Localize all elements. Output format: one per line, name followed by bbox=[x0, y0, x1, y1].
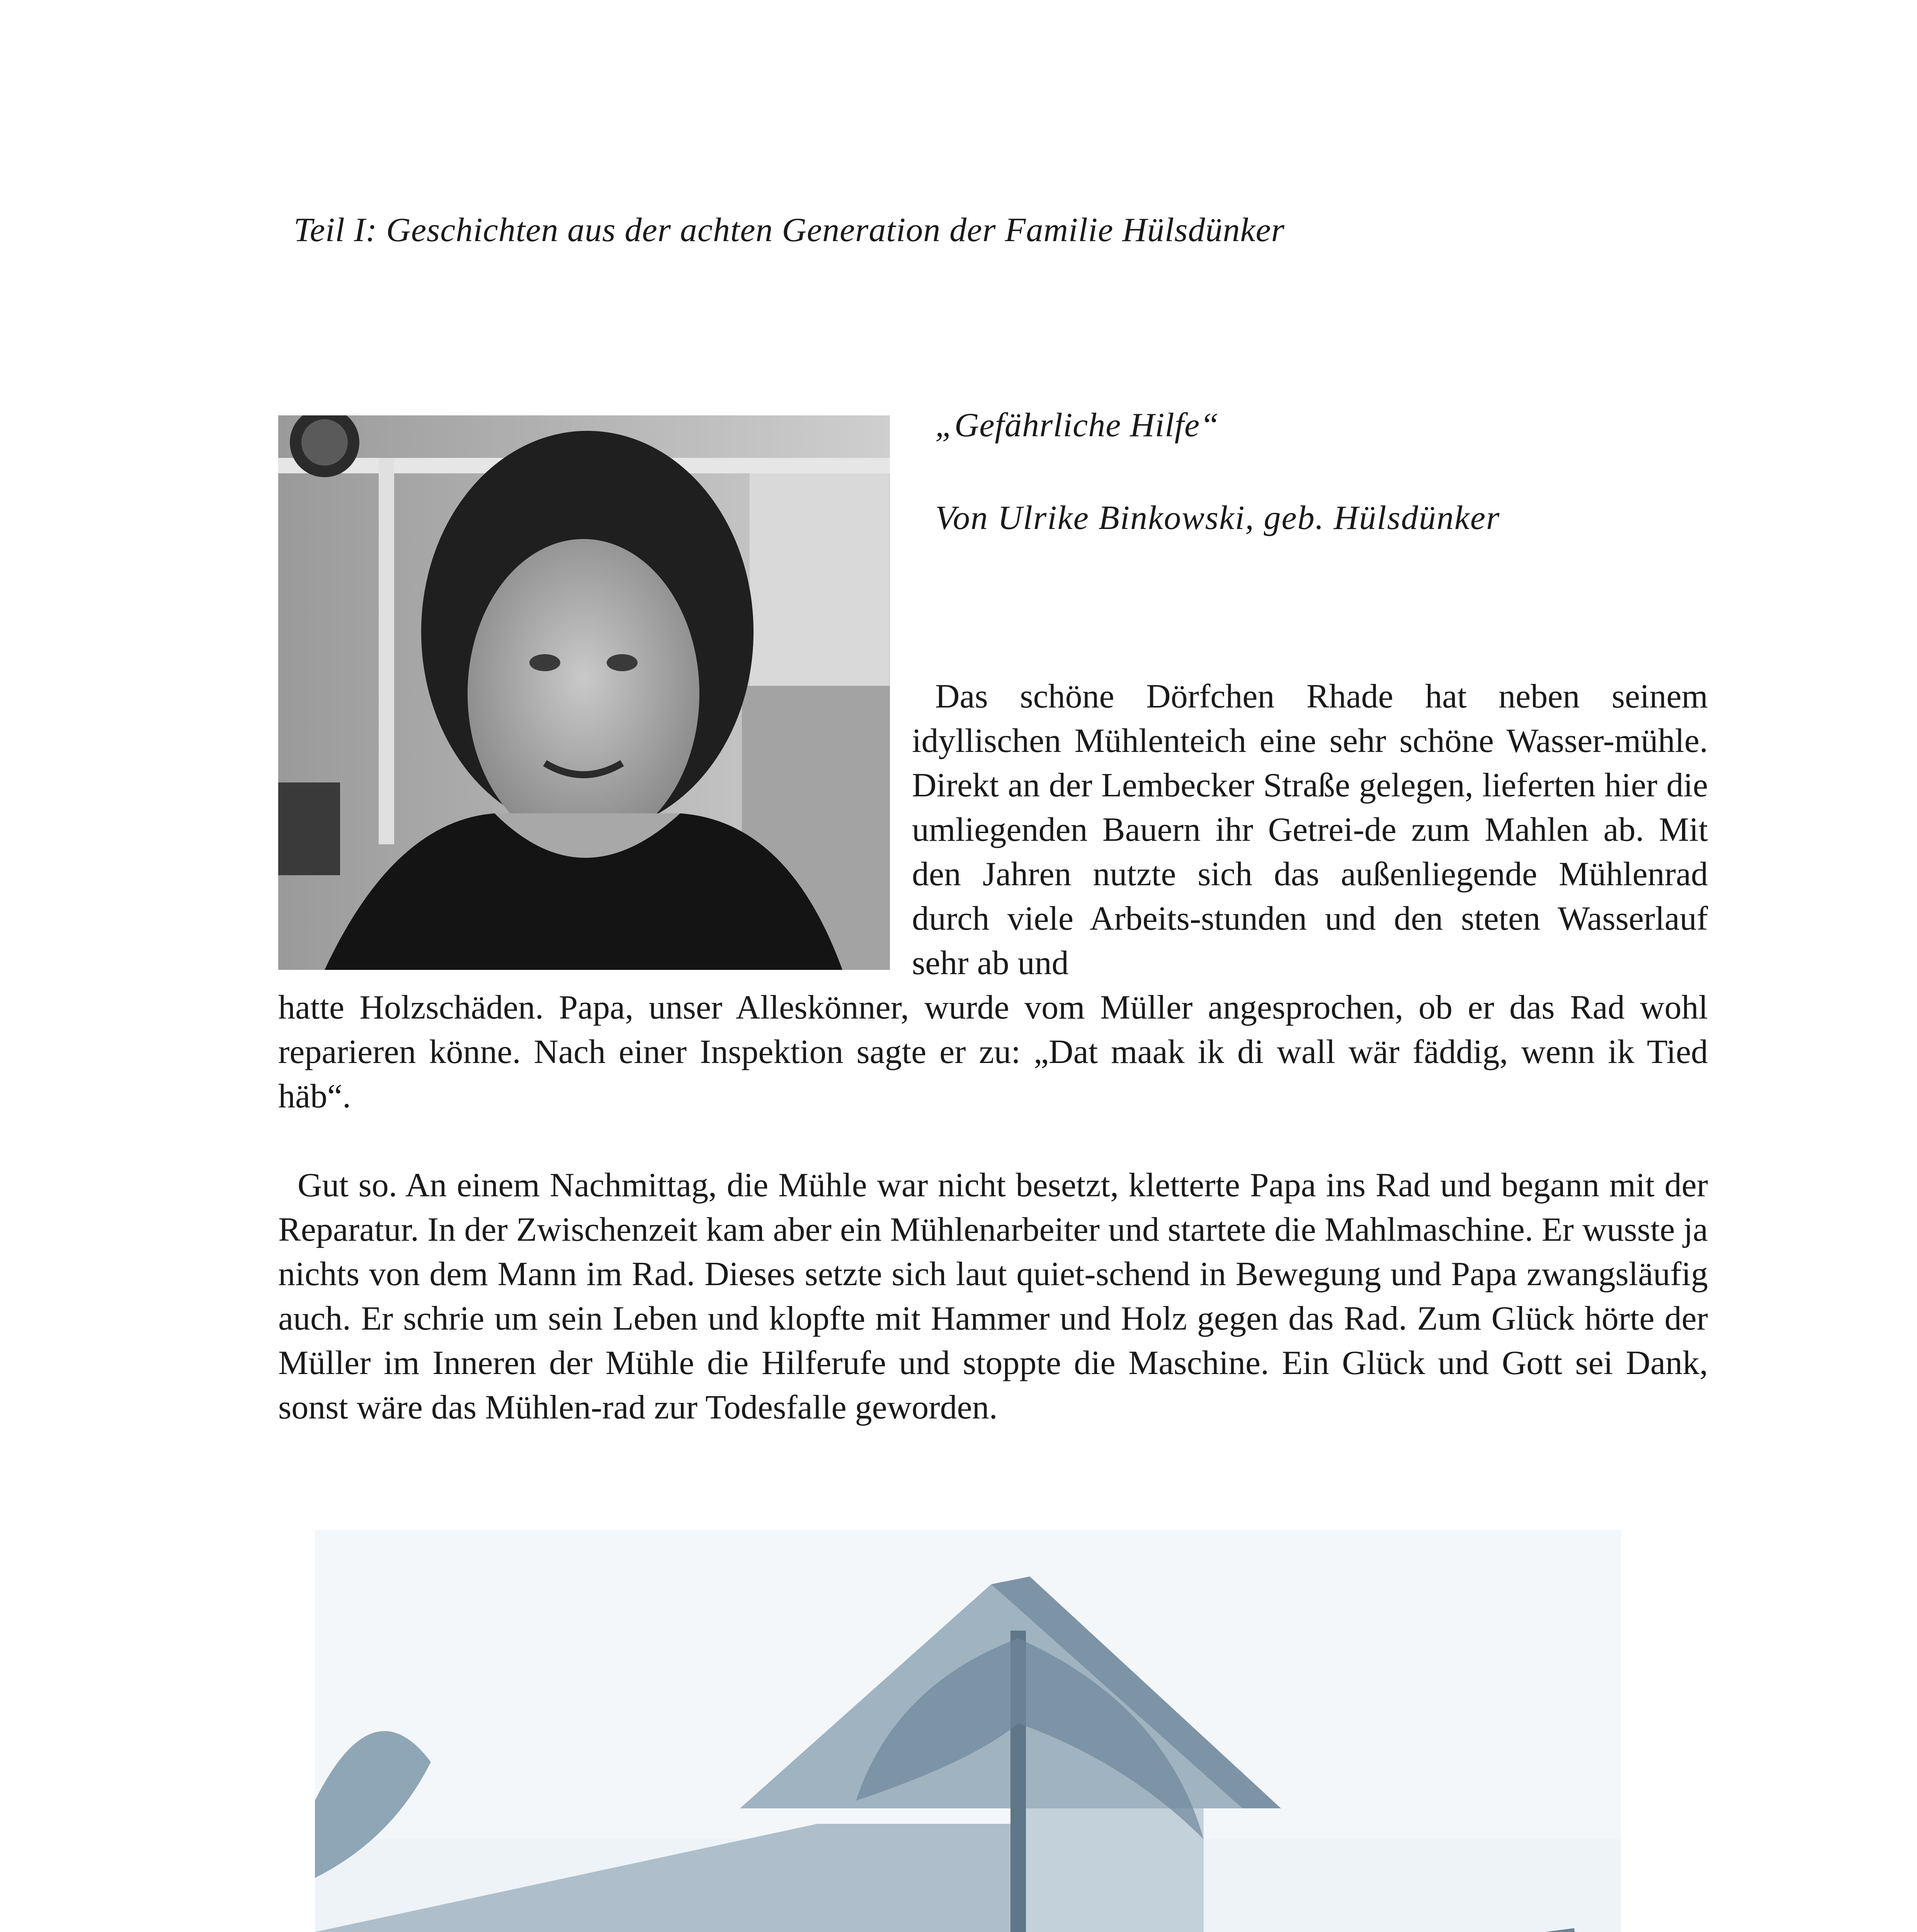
paragraph-2: Gut so. An einem Nachmittag, die Mühle war nicht besetzt, kletterte Papa ins Rad und begann mit der Reparatur. In der Zwischenzeit kam aber ein Mühlenarbeiter und startete die Mahlmaschine. Er wusste ja nichts von dem Mann im Rad. Dieses setzte sich laut quiet-schend in Bewegung und Papa zwangsläufig auch. Er schrie um sein Leben und klopfte mit Hammer und Holz gegen das Rad. Zum Glück hörte der Müller im Inneren der Mühle die Hilferufe und stoppte die Maschine. Ein Glück und Gott sei Dank, sonst wäre das Mühlen-rad zur Todesfalle geworden. bbox=[278, 1167, 1708, 1426]
chapter-heading: Teil I: Geschichten aus der achten Generation der Familie Hülsdünker bbox=[294, 211, 1285, 249]
portrait-photo bbox=[278, 415, 890, 970]
paragraph-1-wrapped: Das schöne Dörfchen Rhade hat neben seinem idyllischen Mühlenteich eine sehr schöne Wasser-mühle. Direkt an der Lembecker Straße gelegen, lieferten hier die umliegenden Bauern ihr Getrei-de zum Mahlen ab. Mit den Jahren nutzte sich das außenliegende Mühlenrad durch viele Arbeits-stunden und den steten Wasserlauf sehr ab und bbox=[912, 678, 1708, 982]
paragraph-1-continued: hatte Holzschäden. Papa, unser Alleskönner, wurde vom Müller angesprochen, ob er das Rad wohl reparieren könne. Nach einer Inspektion sagte er zu: „Dat maak ik di wall wär fäddig, wenn ik Tied häb“. bbox=[278, 989, 1708, 1115]
story-body bbox=[278, 985, 1708, 1430]
watermill-drawing bbox=[315, 1530, 1621, 1932]
story-title: „Gefährliche Hilfe“ bbox=[935, 406, 1220, 444]
story-byline: Von Ulrike Binkowski, geb. Hülsdünker bbox=[935, 499, 1500, 537]
story-text-beside-photo bbox=[912, 674, 1708, 985]
